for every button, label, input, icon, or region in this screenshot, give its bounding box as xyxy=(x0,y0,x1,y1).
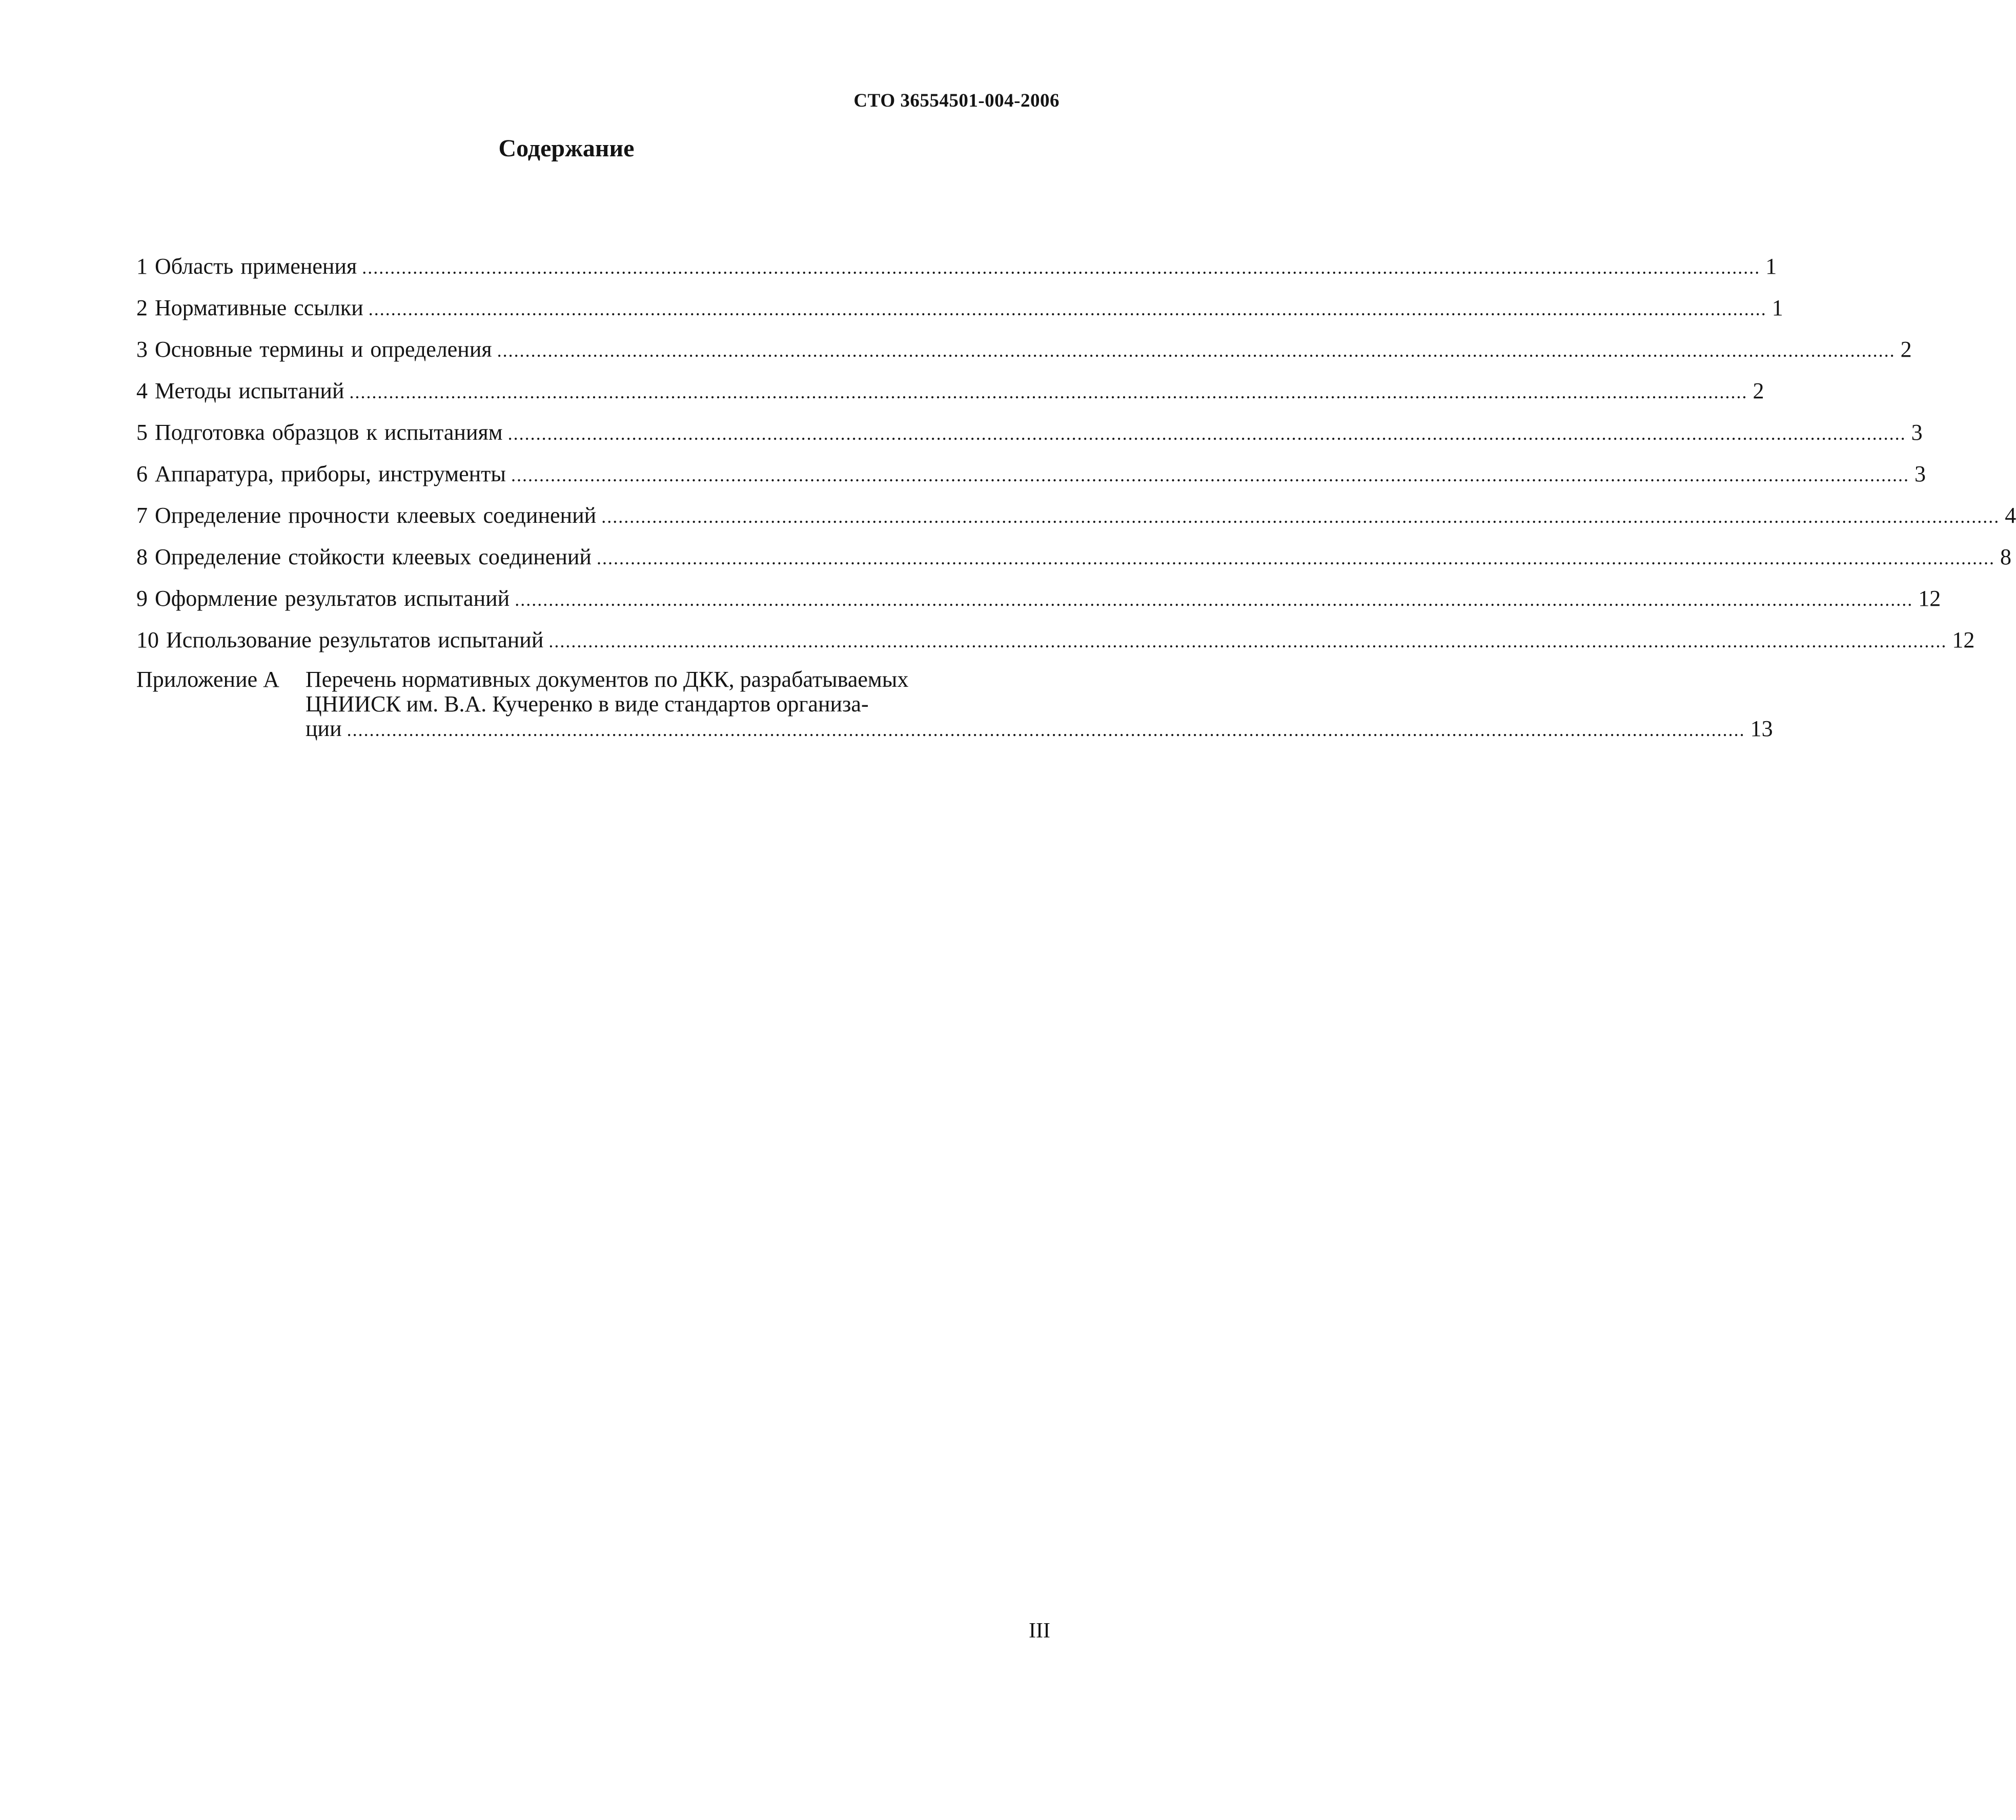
dot-leader xyxy=(506,460,1915,490)
toc-entry-page: 3 xyxy=(1914,461,1926,486)
dot-leader xyxy=(342,718,1750,742)
toc-entry-title: 4 Методы испытаний xyxy=(136,378,344,403)
toc-entry[interactable] xyxy=(136,583,1941,625)
toc-entry-title: 8 Определение стойкости клеевых соединений xyxy=(136,544,592,569)
dot-leader xyxy=(363,294,1772,324)
dot-leader xyxy=(357,252,1765,283)
toc-entry-page: 2 xyxy=(1753,378,1764,403)
toc-entry-page: 3 xyxy=(1911,420,1923,445)
appendix-title-line: ции xyxy=(306,716,342,741)
toc-entry[interactable] xyxy=(136,459,1926,500)
dot-leader xyxy=(596,501,2005,532)
dot-leader xyxy=(543,626,1952,657)
toc-entry[interactable] xyxy=(136,293,1783,334)
toc-entry[interactable] xyxy=(136,376,1764,417)
toc-entry-page: 4 xyxy=(2005,503,2016,528)
toc-entry[interactable] xyxy=(136,625,1975,666)
toc-entry-title: 6 Аппаратура, приборы, инструменты xyxy=(136,461,506,486)
toc-heading: Содержание xyxy=(498,135,635,162)
toc-entry-page: 8 xyxy=(2000,544,2011,569)
appendix-page: 13 xyxy=(1750,716,1773,741)
toc-entry-title: 1 Область применения xyxy=(136,254,357,279)
appendix-title-line: ЦНИИСК им. В.А. Кучеренко в виде стандартов организа- xyxy=(306,691,869,717)
toc-entry-page: 1 xyxy=(1771,295,1783,320)
appendix-title-last-line xyxy=(306,717,1773,741)
appendix-label: Приложение А xyxy=(136,667,279,692)
toc-entry[interactable] xyxy=(136,251,1777,293)
dot-leader xyxy=(503,418,1911,449)
dot-leader xyxy=(344,377,1753,407)
appendix-title-line: Перечень нормативных документов по ДКК, разрабатываемых xyxy=(306,667,909,692)
toc-entry-title: 3 Основные термины и определения xyxy=(136,337,492,362)
toc-entry-page: 12 xyxy=(1918,586,1941,611)
appendix-title-block xyxy=(306,667,1773,741)
toc-entry-page: 1 xyxy=(1765,254,1777,279)
table-of-contents xyxy=(136,251,2016,741)
toc-appendix-entry[interactable] xyxy=(136,667,1773,741)
toc-entry-title: 5 Подготовка образцов к испытаниям xyxy=(136,420,503,445)
dot-leader xyxy=(592,543,2000,574)
toc-entry[interactable] xyxy=(136,542,2011,583)
dot-leader xyxy=(492,335,1901,366)
dot-leader xyxy=(510,584,1918,615)
toc-entry-page: 2 xyxy=(1900,337,1912,362)
toc-entry-title: 9 Оформление результатов испытаний xyxy=(136,586,510,611)
toc-entry[interactable] xyxy=(136,334,1912,376)
toc-entry-title: 2 Нормативные ссылки xyxy=(136,295,363,320)
toc-entry[interactable] xyxy=(136,417,1923,459)
toc-entry[interactable] xyxy=(136,500,2016,542)
toc-entry-page: 12 xyxy=(1952,627,1975,652)
document-code: СТО 36554501-004-2006 xyxy=(853,90,1060,111)
toc-entry-title: 10 Использование результатов испытаний xyxy=(136,627,544,652)
toc-entry-title: 7 Определение прочности клеевых соединений xyxy=(136,503,597,528)
page-number: III xyxy=(1029,1619,1050,1643)
